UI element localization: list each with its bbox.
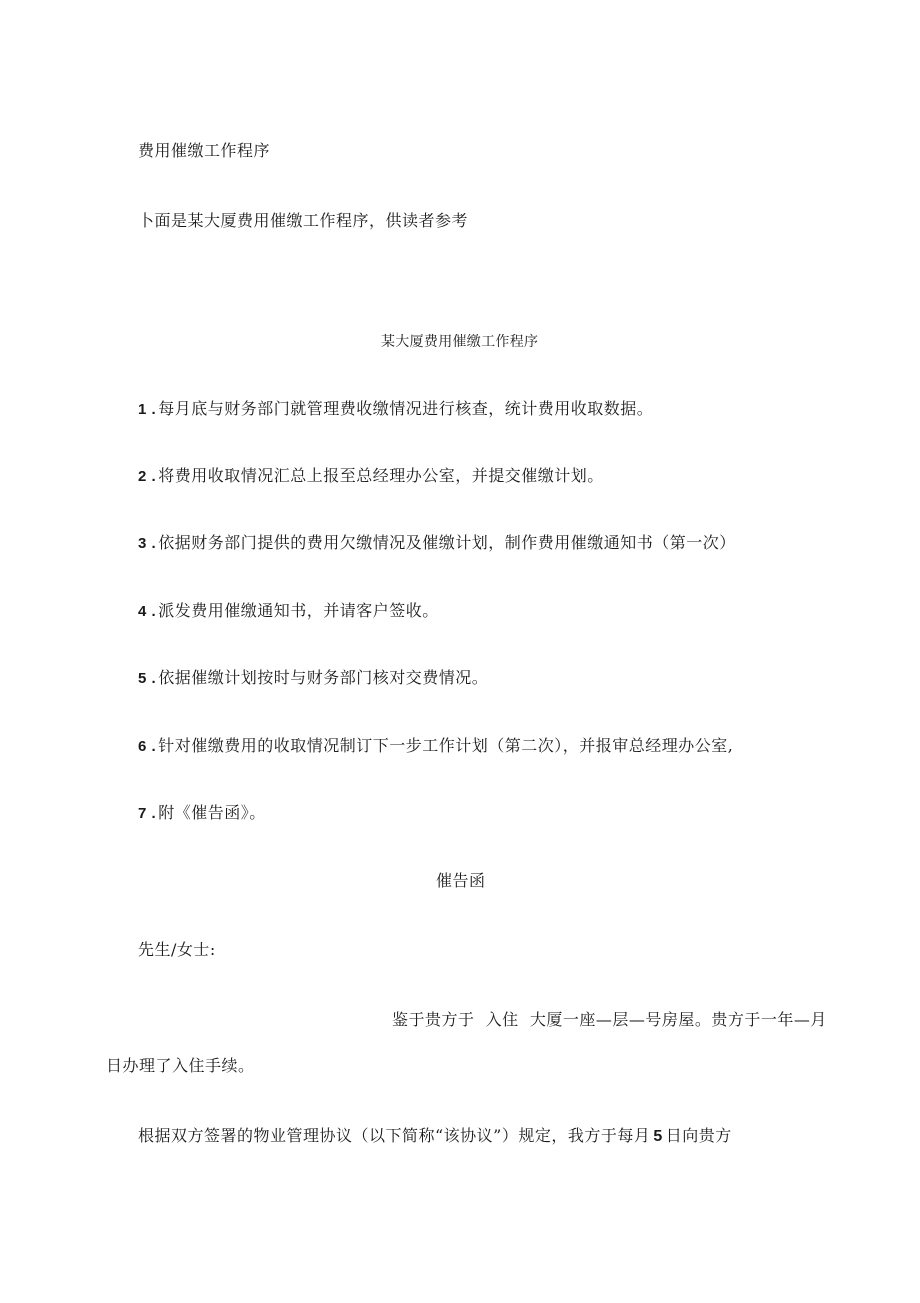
step-number: 4 . xyxy=(138,603,157,620)
step-item xyxy=(138,601,439,622)
intro-text: 卜面是某大厦费用催缴工作程序，供读者参考 xyxy=(138,211,469,230)
day-number: 5 xyxy=(653,1128,663,1145)
letter-paragraph-1-line-2: 日办理了入住手续。 xyxy=(106,1056,255,1075)
step-item xyxy=(138,533,736,554)
step-item xyxy=(138,399,653,420)
letter-heading: 催告函 xyxy=(436,871,486,890)
letter-salutation: 先生/女士: xyxy=(138,940,216,959)
letter-paragraph-1-line-1: 鉴于贵方于 入住 大厦一座—层—号房屋。贵方于一年—月 xyxy=(392,1010,827,1029)
step-text: 针对催缴费用的收取情况制订下一步工作计划（第二次），并报审总经理办公室, xyxy=(158,736,734,755)
paragraph-text: 根据双方签署的物业管理协议（以下简称“该协议”）规定，我方于每月 xyxy=(138,1126,651,1145)
step-text: 依据财务部门提供的费用欠缴情况及催缴计划，制作费用催缴通知书（第一次） xyxy=(158,533,736,552)
step-text: 将费用收取情况汇总上报至总经理办公室，并提交催缴计划。 xyxy=(158,466,604,485)
step-item xyxy=(138,803,266,824)
letter-paragraph-2 xyxy=(138,1126,732,1147)
step-number: 7 . xyxy=(138,805,157,822)
document-title: 费用催缴工作程序 xyxy=(138,141,271,160)
paragraph-text: 日向贵方 xyxy=(665,1126,732,1145)
step-text: 每月底与财务部门就管理费收缴情况进行核查，统计费用收取数据。 xyxy=(158,399,654,418)
step-number: 2 . xyxy=(138,468,157,485)
step-number: 3 . xyxy=(138,535,157,552)
step-number: 5 . xyxy=(138,670,157,687)
step-item xyxy=(138,736,733,757)
step-text: 依据催缴计划按时与财务部门核对交费情况。 xyxy=(158,668,489,687)
step-number: 6 . xyxy=(138,738,157,755)
step-item xyxy=(138,466,604,487)
step-text: 附《催告函》。 xyxy=(158,803,266,822)
step-text: 派发费用催缴通知书，并请客户签收。 xyxy=(158,601,439,620)
step-item xyxy=(138,668,488,689)
step-number: 1 . xyxy=(138,401,157,418)
section-heading: 某大厦费用催缴工作程序 xyxy=(381,334,539,350)
